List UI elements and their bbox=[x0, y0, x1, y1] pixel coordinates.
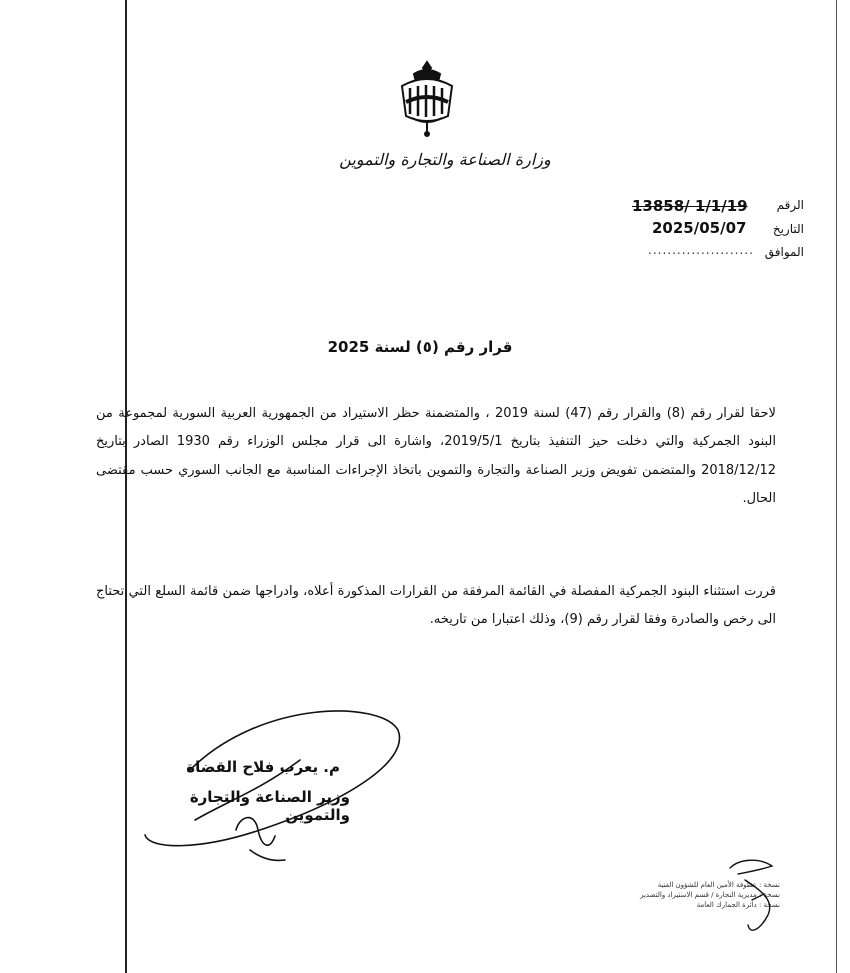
hijri-date-value: ...................... bbox=[648, 243, 754, 257]
reference-label: الرقم bbox=[776, 198, 804, 212]
copy-line: نسخة : عطوفة الأمين العام للشؤون الفنية bbox=[657, 881, 780, 889]
copy-line: نسخة : دائرة الجمارك العامة bbox=[696, 901, 780, 909]
date-value: 2025/05/07 bbox=[652, 219, 747, 237]
ministry-name: وزارة الصناعة والتجارة والتموين bbox=[339, 150, 551, 169]
decision-title: قرار رقم (٥) لسنة 2025 bbox=[327, 338, 513, 356]
body-paragraph-2: قررت استثناء البنود الجمركية المفصلة في القائمة المرفقة من القرارات المذكورة أعلاه، وادراجها ضمن قائمة السلع التي تحتاج الى رخص والصادرة وفقا لقرار رقم (9)، وذلك اعتبارا من تاريخه. bbox=[96, 584, 776, 628]
body-paragraph-1: لاحقا لقرار رقم (8) والقرار رقم (47) لسنة 2019 ، والمتضمنة حظر الاستيراد من الجمهورية العربية السورية لمجموعة من البنود الجمركية والتي دخلت حيز التنفيذ بتاريخ 2019/5/1، واشارة الى قرار مجلس الوزراء رقم 1930 الصادر بتاريخ 2018/12/12 والمتضمن تفويض وزير الصناعة والتجارة والتموين باتخاذ الإجراءات المناسبة مع الجانب السوري حسب مقتضى الحال. bbox=[96, 406, 776, 507]
date-label: التاريخ bbox=[772, 222, 804, 236]
reference-number: 13858/ 1/1/19 bbox=[632, 197, 748, 215]
hijri-date-label: الموافق bbox=[764, 245, 804, 259]
signatory-name: م. يعرب فلاح القضاة bbox=[186, 758, 340, 776]
signatory-position: وزير الصناعة والتجارة والتموين bbox=[189, 788, 350, 824]
copy-line: نسخة : مديرية التجارة / قسم الاستيراد والتصدير bbox=[640, 891, 780, 899]
